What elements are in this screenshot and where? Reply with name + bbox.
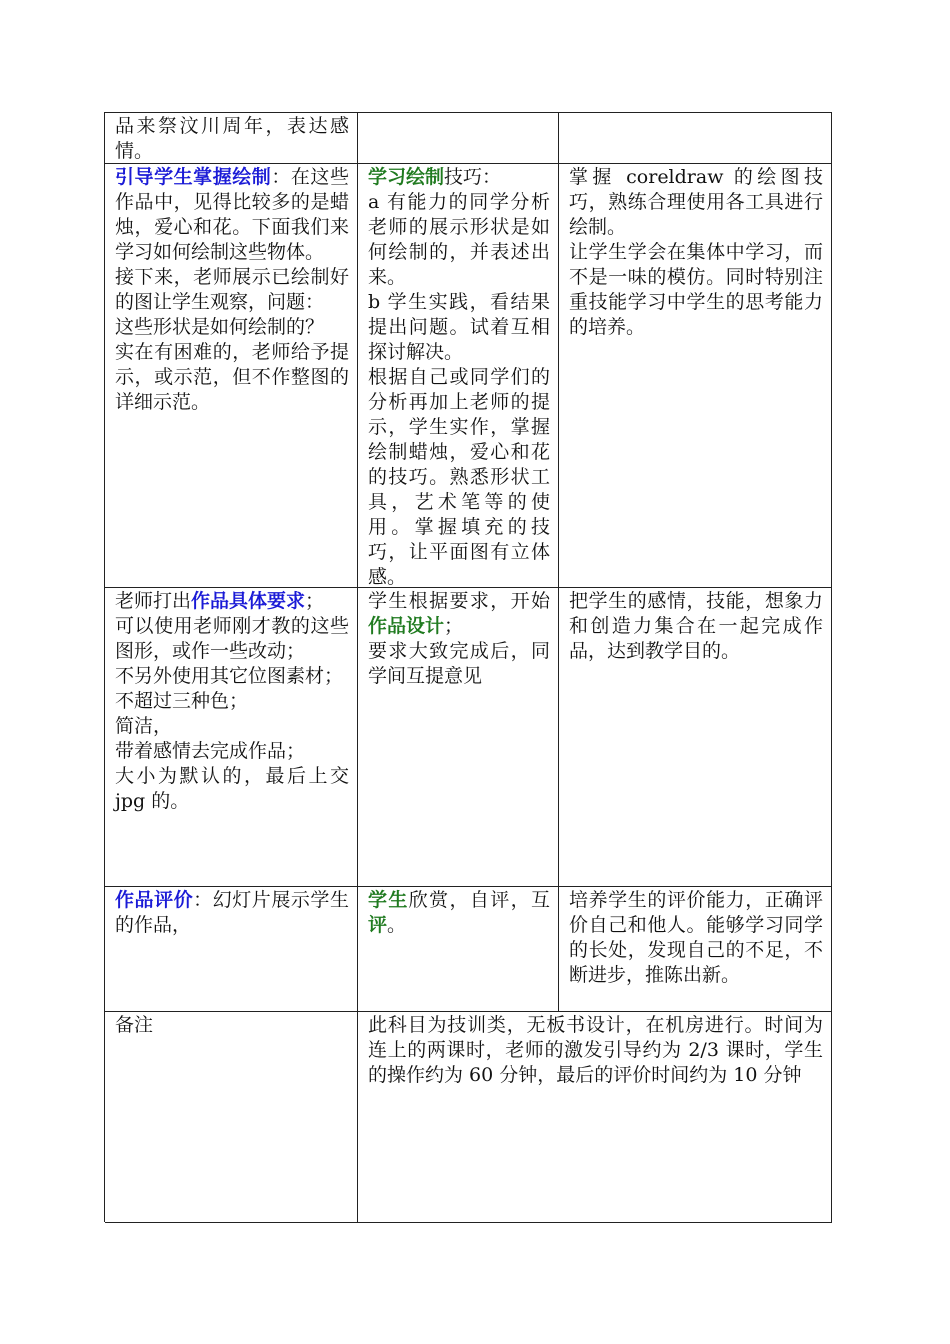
- cell-text: 老师打出: [115, 590, 192, 612]
- highlight-text: 评: [368, 914, 388, 936]
- teacher-activity-cell: [105, 113, 358, 164]
- cell-paragraph: 要求大致完成后，同学间互提意见: [368, 640, 550, 687]
- cell-paragraph: [368, 888, 550, 938]
- remark-content-cell: [358, 1012, 832, 1223]
- table-row: [105, 588, 832, 887]
- cell-paragraph: 这些形状是如何绘制的？: [115, 316, 325, 338]
- cell-paragraph: 把学生的感情，技能，想象力和创造力集合在一起完成作品，达到教学目的。: [569, 590, 823, 662]
- cell-paragraph: [115, 165, 349, 265]
- cell-text: 品来祭汶川周年，表达感情。: [115, 115, 349, 162]
- teacher-activity-cell: [105, 588, 358, 887]
- design-intent-cell: [559, 113, 832, 164]
- student-activity-cell: [358, 164, 559, 588]
- highlight-text: 学习绘制: [368, 166, 445, 188]
- table-row: [105, 164, 832, 588]
- cell-paragraph: 带着感情去完成作品；: [115, 740, 306, 762]
- cell-paragraph: 根据自己或同学们的分析再加上老师的提示，学生实作，掌握绘制蜡烛，爱心和花的技巧。熟悉形状工具，艺术笔等的使用。掌握填充的技巧，让平面图有立体感。: [368, 366, 550, 588]
- cell-paragraph: 不超过三种色；: [115, 690, 249, 712]
- cell-paragraph: 培养学生的评价能力，正确评价自己和他人。能够学习同学的长处，发现自己的不足，不断进步，推陈出新。: [569, 889, 823, 986]
- highlight-text: 作品具体要求: [191, 590, 306, 612]
- highlight-text: 学生: [368, 889, 409, 911]
- highlight-text: 引导学生掌握绘制: [115, 166, 272, 188]
- cell-text: ；: [305, 590, 325, 612]
- cell-paragraph: 大小为默认的，最后上交 jpg 的。: [115, 765, 349, 812]
- cell-paragraph: 掌握 coreldraw 的绘图技巧，熟练合理使用各工具进行绘制。: [569, 166, 823, 238]
- cell-paragraph: a 有能力的同学分析老师的展示形状是如何绘制的，并表述出来。: [368, 191, 550, 288]
- remark-text: 此科目为技训类，无板书设计，在机房进行。时间为连上的两课时，老师的激发引导约为 2/3 课时，学生的操作约为 60 分钟，最后的评价时间约为 10 分钟: [368, 1014, 823, 1086]
- cell-text: ；: [444, 615, 464, 637]
- cell-paragraph: 让学生学会在集体中学习，而不是一味的模仿。同时特别注重技能学习中学生的思考能力的培养。: [569, 241, 823, 338]
- cell-paragraph: [368, 589, 550, 639]
- cell-text: 。: [387, 914, 407, 936]
- cell-text: 学生根据要求，开始: [368, 590, 550, 612]
- lesson-plan-table: [104, 112, 832, 1222]
- teacher-activity-cell: [105, 164, 358, 588]
- design-intent-cell: [559, 887, 832, 1012]
- cell-paragraph: 简洁，: [115, 715, 173, 737]
- cell-paragraph: 接下来，老师展示已绘制好的图让学生观察，问题：: [115, 266, 349, 313]
- cell-text: ：幻灯片展示学生的作品，: [115, 889, 349, 936]
- table-row: [105, 113, 832, 164]
- cell-paragraph: 可以使用老师刚才教的这些图形，或作一些改动；: [115, 615, 349, 662]
- cell-paragraph: [368, 165, 550, 190]
- cell-paragraph: [115, 888, 349, 938]
- student-activity-cell: [358, 113, 559, 164]
- cell-text: ：在这些作品中，见得比较多的是蜡烛，爱心和花。下面我们来学习如何绘制这些物体。: [115, 166, 349, 263]
- highlight-text: 作品评价: [115, 889, 194, 911]
- cell-paragraph: 不另外使用其它位图素材；: [115, 665, 344, 687]
- highlight-text: 作品设计: [368, 615, 445, 637]
- remark-label-cell: [105, 1012, 358, 1223]
- student-activity-cell: [358, 887, 559, 1012]
- design-intent-cell: [559, 164, 832, 588]
- remark-label: 备注: [115, 1014, 154, 1036]
- cell-text: 欣赏，自评，互: [408, 889, 550, 911]
- student-activity-cell: [358, 588, 559, 887]
- cell-text: 技巧：: [444, 166, 502, 188]
- cell-paragraph: 实在有困难的，老师给予提示，或示范，但不作整图的详细示范。: [115, 341, 349, 413]
- table-row: [105, 887, 832, 1012]
- cell-paragraph: [115, 589, 349, 614]
- table-row: [105, 1012, 832, 1223]
- design-intent-cell: [559, 588, 832, 887]
- cell-paragraph: b 学生实践，看结果提出问题。试着互相探讨解决。: [368, 291, 550, 363]
- teacher-activity-cell: [105, 887, 358, 1012]
